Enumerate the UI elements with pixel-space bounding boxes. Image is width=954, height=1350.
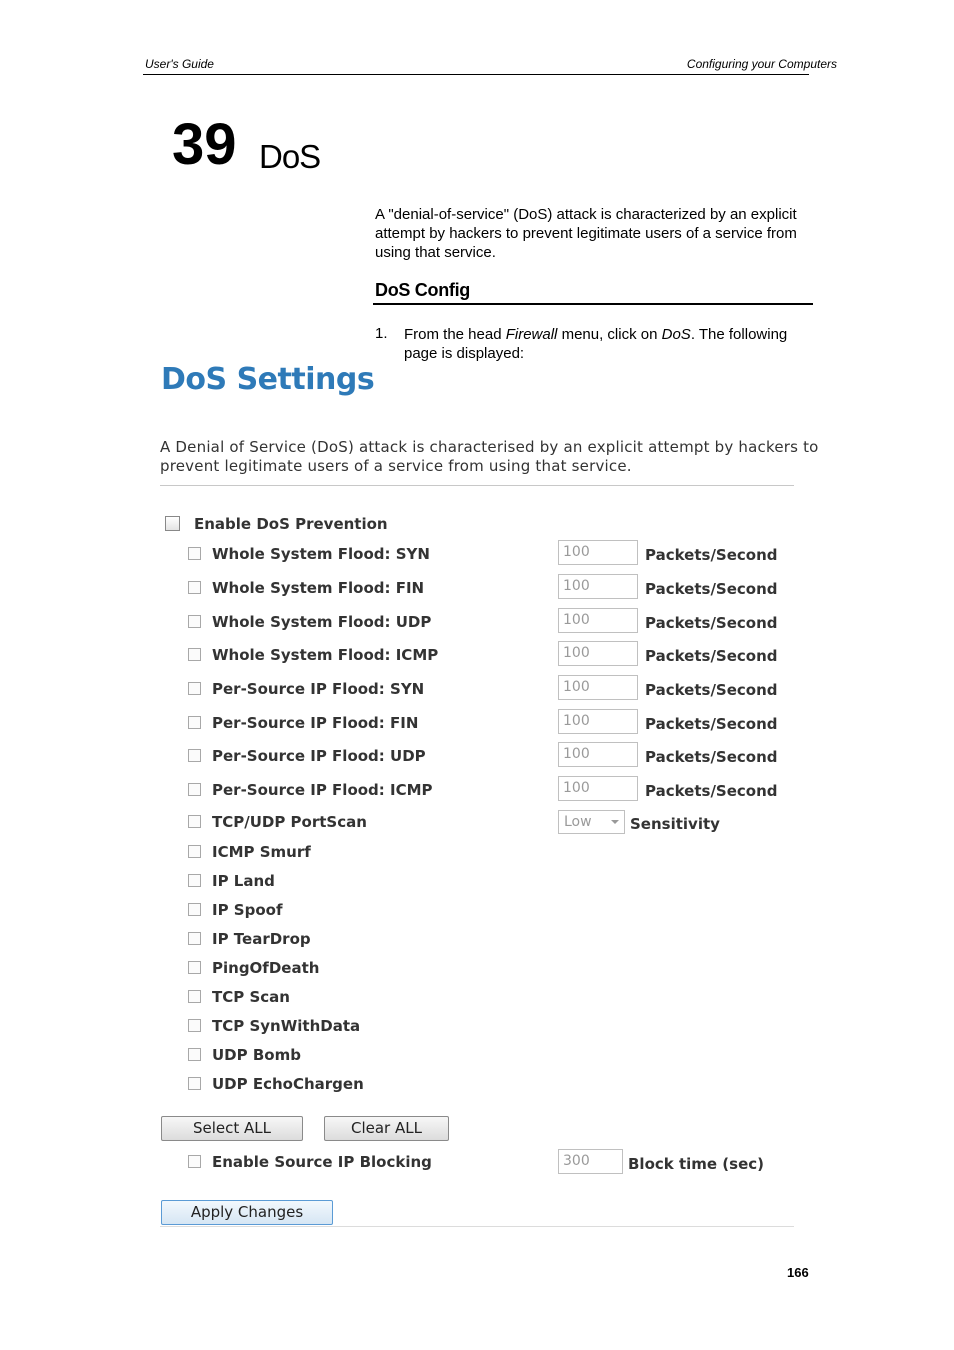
form-bottom-divider — [160, 1226, 794, 1227]
flood-checkbox[interactable] — [188, 547, 201, 560]
step-number: 1. — [375, 325, 388, 342]
flood-checkbox[interactable] — [188, 749, 201, 762]
apply-changes-button[interactable]: Apply Changes — [161, 1200, 333, 1225]
flood-unit: Packets/Second — [645, 681, 778, 699]
attack-label: TCP Scan — [212, 988, 290, 1006]
flood-checkbox[interactable] — [188, 682, 201, 695]
clear-all-button[interactable]: Clear ALL — [324, 1116, 449, 1141]
flood-label: Per-Source IP Flood: ICMP — [212, 781, 433, 799]
step-menu-name: Firewall — [505, 326, 558, 343]
dos-settings-description: A Denial of Service (DoS) attack is characterised by an explicit attempt by hackers to prevent legitimate users of a service from using that service. — [160, 438, 819, 475]
flood-unit: Packets/Second — [645, 748, 778, 766]
flood-threshold-input[interactable]: 100 — [558, 709, 638, 734]
flood-threshold-input[interactable]: 100 — [558, 675, 638, 700]
flood-unit: Packets/Second — [645, 614, 778, 632]
flood-threshold-input[interactable]: 100 — [558, 776, 638, 801]
step-item-name: DoS — [661, 326, 691, 343]
portscan-checkbox[interactable] — [188, 815, 201, 828]
enable-dos-checkbox[interactable] — [165, 516, 180, 531]
sensitivity-label: Sensitivity — [630, 815, 720, 833]
attack-checkbox[interactable] — [188, 990, 201, 1003]
flood-checkbox[interactable] — [188, 615, 201, 628]
flood-label: Whole System Flood: FIN — [212, 579, 425, 597]
flood-unit: Packets/Second — [645, 580, 778, 598]
page-number: 166 — [787, 1265, 809, 1280]
attack-label: UDP EchoChargen — [212, 1075, 364, 1093]
flood-label: Per-Source IP Flood: SYN — [212, 680, 425, 698]
flood-label: Per-Source IP Flood: UDP — [212, 747, 426, 765]
attack-label: IP Land — [212, 872, 275, 890]
portscan-label: TCP/UDP PortScan — [212, 813, 367, 831]
dos-settings-title: DoS Settings — [161, 362, 375, 397]
attack-label: ICMP Smurf — [212, 843, 311, 861]
attack-label: PingOfDeath — [212, 959, 320, 977]
flood-checkbox[interactable] — [188, 716, 201, 729]
header-left: User's Guide — [145, 57, 214, 71]
flood-unit: Packets/Second — [645, 647, 778, 665]
attack-checkbox[interactable] — [188, 932, 201, 945]
flood-threshold-input[interactable]: 100 — [558, 641, 638, 666]
flood-threshold-input[interactable]: 100 — [558, 608, 638, 633]
attack-label: UDP Bomb — [212, 1046, 301, 1064]
header-right: Configuring your Computers — [686, 57, 837, 71]
section-rule — [373, 303, 813, 305]
attack-checkbox[interactable] — [188, 1048, 201, 1061]
step-text: From the head Firewall menu, click on DoS. The following page is displayed: — [404, 326, 788, 362]
attack-checkbox[interactable] — [188, 903, 201, 916]
source-ip-blocking-checkbox[interactable] — [188, 1155, 201, 1168]
flood-label: Whole System Flood: UDP — [212, 613, 432, 631]
flood-threshold-input[interactable]: 100 — [558, 742, 638, 767]
flood-checkbox[interactable] — [188, 581, 201, 594]
attack-checkbox[interactable] — [188, 874, 201, 887]
flood-threshold-input[interactable]: 100 — [558, 540, 638, 565]
block-time-input[interactable]: 300 — [558, 1149, 623, 1174]
description-divider — [160, 485, 794, 486]
flood-checkbox[interactable] — [188, 648, 201, 661]
flood-checkbox[interactable] — [188, 783, 201, 796]
flood-label: Whole System Flood: SYN — [212, 545, 430, 563]
attack-checkbox[interactable] — [188, 1077, 201, 1090]
chapter-number: 39 — [172, 112, 237, 177]
chevron-down-icon — [611, 820, 619, 824]
attack-label: IP TearDrop — [212, 930, 311, 948]
flood-unit: Packets/Second — [645, 715, 778, 733]
sensitivity-value: Low — [564, 814, 592, 830]
flood-label: Whole System Flood: ICMP — [212, 646, 439, 664]
chapter-title: DoS — [259, 138, 321, 175]
section-heading: DoS Config — [375, 280, 470, 300]
source-ip-blocking-label: Enable Source IP Blocking — [212, 1153, 432, 1171]
flood-unit: Packets/Second — [645, 546, 778, 564]
select-all-button[interactable]: Select ALL — [161, 1116, 303, 1141]
attack-label: TCP SynWithData — [212, 1017, 361, 1035]
intro-paragraph: A "denial-of-service" (DoS) attack is characterized by an explicit attempt by hackers to prevent legitimate users of a service from using that service. — [375, 206, 797, 261]
enable-dos-label: Enable DoS Prevention — [194, 515, 388, 533]
flood-unit: Packets/Second — [645, 782, 778, 800]
flood-threshold-input[interactable]: 100 — [558, 574, 638, 599]
attack-checkbox[interactable] — [188, 961, 201, 974]
header-rule — [143, 74, 809, 75]
block-time-label: Block time (sec) — [628, 1155, 765, 1173]
flood-label: Per-Source IP Flood: FIN — [212, 714, 419, 732]
attack-label: IP Spoof — [212, 901, 283, 919]
attack-checkbox[interactable] — [188, 845, 201, 858]
attack-checkbox[interactable] — [188, 1019, 201, 1032]
sensitivity-select[interactable] — [558, 810, 625, 834]
